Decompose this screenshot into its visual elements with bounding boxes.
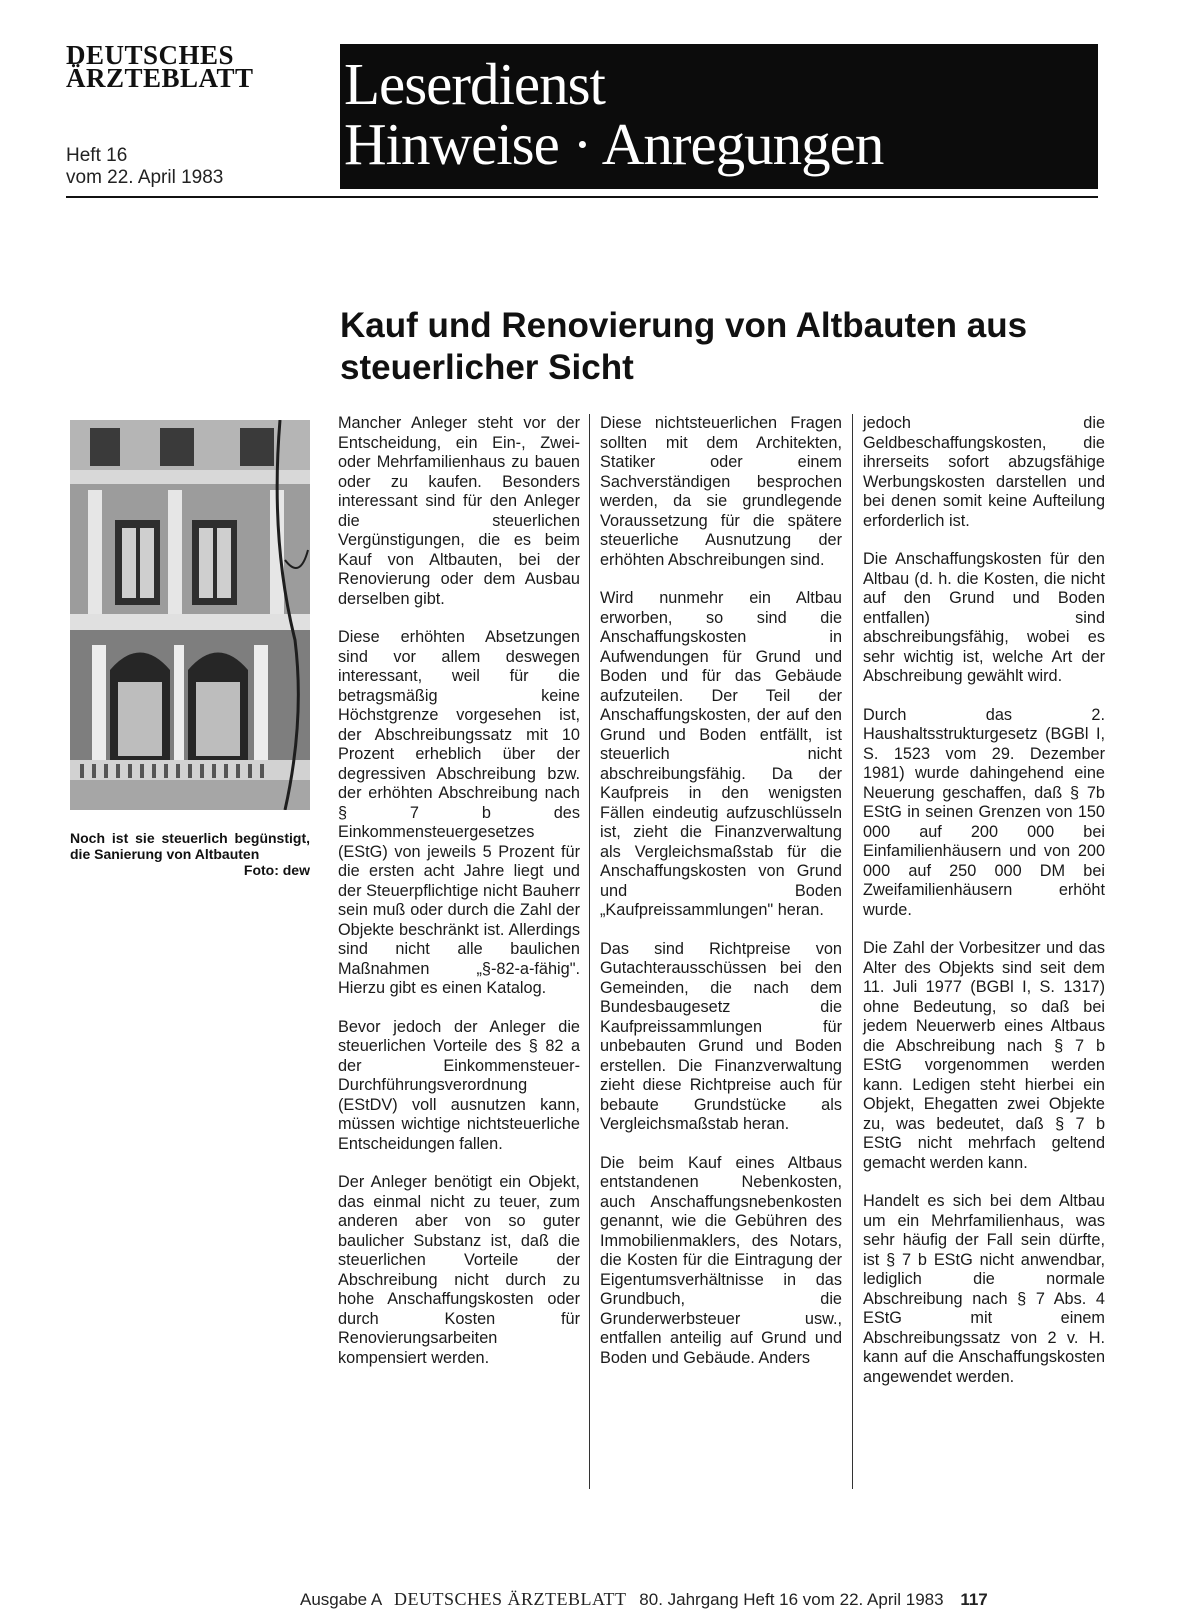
- article-headline: Kauf und Renovierung von Altbauten aus steuerlicher Sicht: [340, 306, 1028, 388]
- caption-text: Noch ist sie steuerlich begünstigt, die Sanierung von Altbauten: [70, 830, 310, 862]
- header-divider: [66, 196, 1098, 198]
- page-number: 117: [960, 1590, 988, 1609]
- building-facade-photo: [70, 420, 310, 810]
- article-column-1: [338, 414, 580, 1387]
- masthead-line-2: ÄRZTEBLATT: [66, 63, 254, 93]
- footer-edition: Ausgabe A: [300, 1590, 382, 1609]
- article-column-3: [863, 414, 1105, 1406]
- masthead-logo: [66, 40, 254, 93]
- paragraph: Mancher Anleger steht vor der Entscheidung, ein Ein-, Zwei- oder Mehrfamilienhaus zu bauen oder zu kaufen. Besonders interessant sind für den Anleger die steuerlichen Vergünstigungen, die es beim Kauf von Altbauten, bei der Renovierung oder dem Ausbau derselben gibt.: [338, 414, 580, 608]
- paragraph: Die beim Kauf eines Altbaus entstandenen Nebenkosten, auch Anschaffungsnebenkosten genannt, wie die Gebühren des Immobilienmaklers, des Notars, die Kosten für die Eintragung der Eigentumsverhältnisse in das Grundbuch, die Grunderwerbsteuer usw., entfallen anteilig auf Grund und Boden und Gebäude. Anders: [600, 1153, 842, 1367]
- column-rule: [589, 414, 590, 1489]
- paragraph: Durch das 2. Haushaltsstrukturgesetz (BGBl I, S. 1523 vom 29. Dezember 1981) wurde dahingehend eine Neuerung geschaffen, daß § 7b EStG in seinen Grenzen von 150 000 auf 200 000 bei Einfamilienhäusern und von 200 000 auf 250 000 DM bei Zweifamilienhäusern erhöht wurde.: [863, 705, 1105, 919]
- footer-brand: DEUTSCHES ÄRZTEBLATT: [394, 1589, 627, 1609]
- paragraph: Die Zahl der Vorbesitzer und das Alter des Objekts sind seit dem 11. Juli 1977 (BGBl I, S. 1317) ohne Bedeutung, so daß bei jedem Neuerwerb eines Altbaus die Abschreibung nach § 7 b EStG vorgenommen werden kann. Ledigen steht hierbei ein Objekt, Ehegatten zwei Objekte zu, was bedeutet, daß § 7 b EStG nicht mehrfach geltend gemacht werden kann.: [863, 939, 1105, 1172]
- paragraph: jedoch die Geldbeschaffungskosten, die ihrerseits sofort abzugsfähige Werbungskosten darstellen und bei denen somit keine Aufteilung erforderlich ist.: [863, 414, 1105, 530]
- paragraph: Wird nunmehr ein Altbau erworben, so sind die Anschaffungskosten in Aufwendungen für Grund und Boden und für das Gebäude aufzuteilen. Der Teil der Anschaffungskosten, der auf den Grund und Boden entfällt, ist steuerlich nicht abschreibungsfähig. Da der Kaufpreis in den wenigsten Fällen eindeutig aufzuschlüsseln ist, zieht die Finanzverwaltung als Vergleichsmaßstab für die Anschaffungskosten von Grund und Boden „Kaufpreissammlungen" heran.: [600, 589, 842, 919]
- paragraph: Handelt es sich bei dem Altbau um ein Mehrfamilienhaus, was sehr häufig der Fall sein dürfte, ist § 7 b EStG nicht anwendbar, lediglich die normale Abschreibung nach § 7 Abs. 4 EStG mit einem Abschreibungssatz von 2 v. H. kann auf die Anschaffungskosten angewendet werden.: [863, 1192, 1105, 1386]
- section-banner: [340, 44, 1098, 189]
- page-footer: [300, 1589, 1100, 1610]
- photo-caption: [70, 830, 310, 878]
- footer-issue-info: 80. Jahrgang Heft 16 vom 22. April 1983: [639, 1590, 944, 1609]
- article-column-2: [600, 414, 842, 1387]
- paragraph: Das sind Richtpreise von Gutachterausschüssen bei den Gemeinden, die nach dem Bundesbaugesetz die Kaufpreissammlungen für unbebauten Grund und Boden erstellen. Die Finanzverwaltung zieht diese Richtpreise auch für bebaute Grundstücke als Vergleichsmaßstab heran.: [600, 939, 842, 1133]
- banner-line-2: Hinweise · Anregungen: [344, 111, 884, 177]
- photo-credit: Foto: dew: [243, 862, 310, 878]
- paragraph: Bevor jedoch der Anleger die steuerlichen Vorteile des § 82 a der Einkommensteuer-Durchführungsverordnung (EStDV) voll ausnutzen kann, müssen wichtige nichtsteuerliche Entscheidungen fallen.: [338, 1017, 580, 1153]
- issue-info: [66, 145, 223, 189]
- paragraph: Diese erhöhten Absetzungen sind vor allem deswegen interessant, weil für die betragsmäßig keine Höchstgrenze vorgesehen ist, der Abschreibungssatz mit 10 Prozent erheblich über der degressiven Abschreibung bzw. der erhöhten Abschreibung nach § 7 b des Einkommensteuergesetzes (EStG) von jeweils 5 Prozent für die ersten acht Jahre liegt und der Steuerpflichtige nicht Bauherr sein muß oder durch die Zahl der Objekte beschränkt ist. Allerdings sind nicht alle baulichen Maßnahmen „§-82-a-fähig". Hierzu gibt es einen Katalog.: [338, 628, 580, 997]
- paragraph: Diese nichtsteuerlichen Fragen sollten mit dem Architekten, Statiker oder einem Sachverständigen besprochen werden, da sie grundlegende Voraussetzung für die spätere steuerliche Ausnutzung der erhöhten Abschreibungen sind.: [600, 414, 842, 569]
- banner-line-1: Leserdienst: [344, 51, 605, 117]
- issue-date: vom 22. April 1983: [66, 167, 224, 188]
- paragraph: Die Anschaffungskosten für den Altbau (d. h. die Kosten, die nicht auf den Grund und Boden entfallen) sind abschreibungsfähig, wobei es sehr wichtig ist, welche Art der Abschreibung gewählt wird.: [863, 550, 1105, 685]
- issue-number: Heft 16: [66, 145, 128, 166]
- paragraph: Der Anleger benötigt ein Objekt, das einmal nicht zu teuer, zum anderen aber von so guter baulicher Substanz ist, daß die steuerlichen Vorteile der Abschreibung nicht durch zu hohe Anschaffungskosten oder durch Kosten für Renovierungsarbeiten kompensiert werden.: [338, 1173, 580, 1367]
- column-rule: [852, 414, 853, 1489]
- masthead-line-1: DEUTSCHES: [66, 40, 235, 70]
